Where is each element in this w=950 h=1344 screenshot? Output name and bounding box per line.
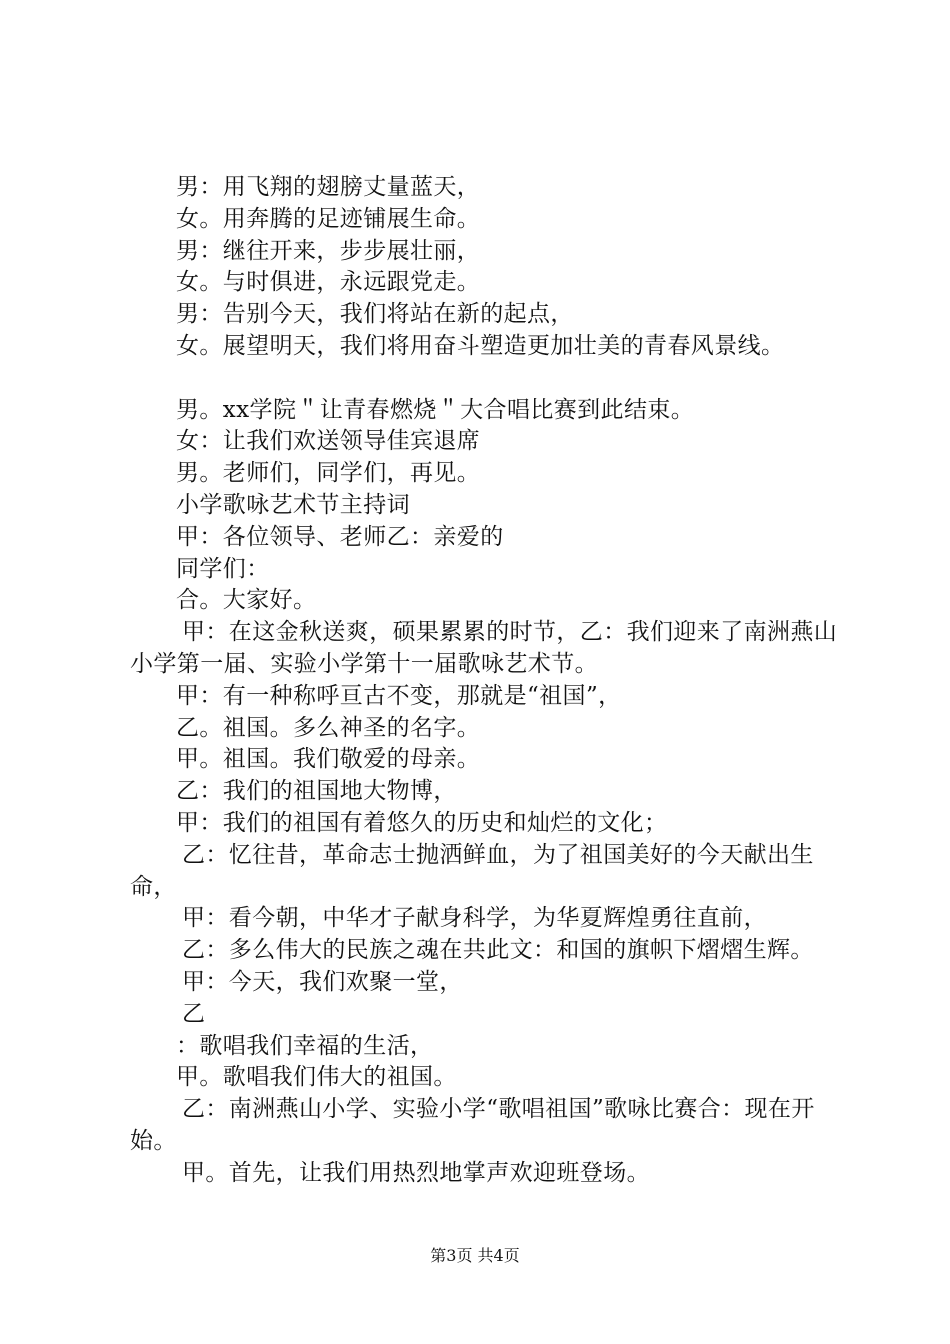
text-line: 乙：南洲燕山小学、实验小学“歌唱祖国”歌咏比赛合：现在开始。: [130, 1096, 815, 1154]
text-line: 甲：我们的祖国有着悠久的历史和灿烂的文化；: [176, 809, 668, 836]
text-line: ：歌唱我们幸福的生活，: [176, 1032, 434, 1059]
paragraph-gap: [130, 363, 845, 395]
section-title: 小学歌咏艺术节主持词: [176, 491, 410, 518]
text-line: 女。用奔腾的足迹铺展生命。: [176, 205, 481, 232]
page-number-footer: 第3页 共4页: [430, 1246, 520, 1265]
text-line: 女：让我们欢送领导佳宾退席: [176, 428, 481, 455]
text-line: 乙：忆往昔，革命志士抛洒鲜血，为了祖国美好的今天献出生命，: [130, 841, 814, 900]
text-line: 乙。祖国。多么神圣的名字。: [176, 714, 481, 741]
text-line: 男：告别今天，我们将站在新的起点，: [176, 301, 574, 328]
text-line: 甲：今天，我们欢聚一堂，: [182, 968, 463, 995]
text-line: 甲：有一种称呼亘古不变，那就是“祖国”，: [176, 682, 622, 709]
text-line: 男。老师们，同学们，再见。: [176, 460, 481, 487]
text-line: 乙：多么伟大的民族之魂在共此文：和国的旗帜下熠熠生辉。: [182, 937, 814, 964]
text-line: 乙：我们的祖国地大物博，: [176, 778, 457, 805]
text-line: 甲。首先，让我们用热烈地掌声欢迎班登场。: [182, 1159, 650, 1186]
text-line: 女。展望明天，我们将用奋斗塑造更加壮美的青春风景线。: [176, 332, 785, 359]
text-line: 甲：在这金秋送爽，硕果累累的时节，乙：我们迎来了南洲燕山小学第一届、实验小学第十一届歌咏艺术节。: [130, 619, 838, 677]
text-line: 女。与时俱进，永远跟党走。: [176, 269, 481, 296]
text-line: 甲。祖国。我们敬爱的母亲。: [176, 746, 481, 773]
text-line: 合。大家好。: [176, 587, 317, 614]
text-line: 同学们：: [176, 555, 270, 582]
text-line: 甲。歌唱我们伟大的祖国。: [176, 1064, 457, 1091]
text-line: 乙: [182, 1000, 206, 1027]
text-line: 男：继往开来，步步展壮丽，: [176, 237, 481, 264]
text-line: 甲：看今朝，中华才子献身科学，为华夏辉煌勇往直前，: [182, 905, 767, 932]
text-line: 男：用飞翔的翅膀丈量蓝天，: [176, 174, 481, 200]
text-line: 甲：各位领导、老师乙：亲爱的: [176, 523, 504, 550]
document-body: [130, 172, 845, 1190]
text-line: 男。xx学院＂让青春燃烧＂大合唱比赛到此结束。: [176, 396, 695, 423]
